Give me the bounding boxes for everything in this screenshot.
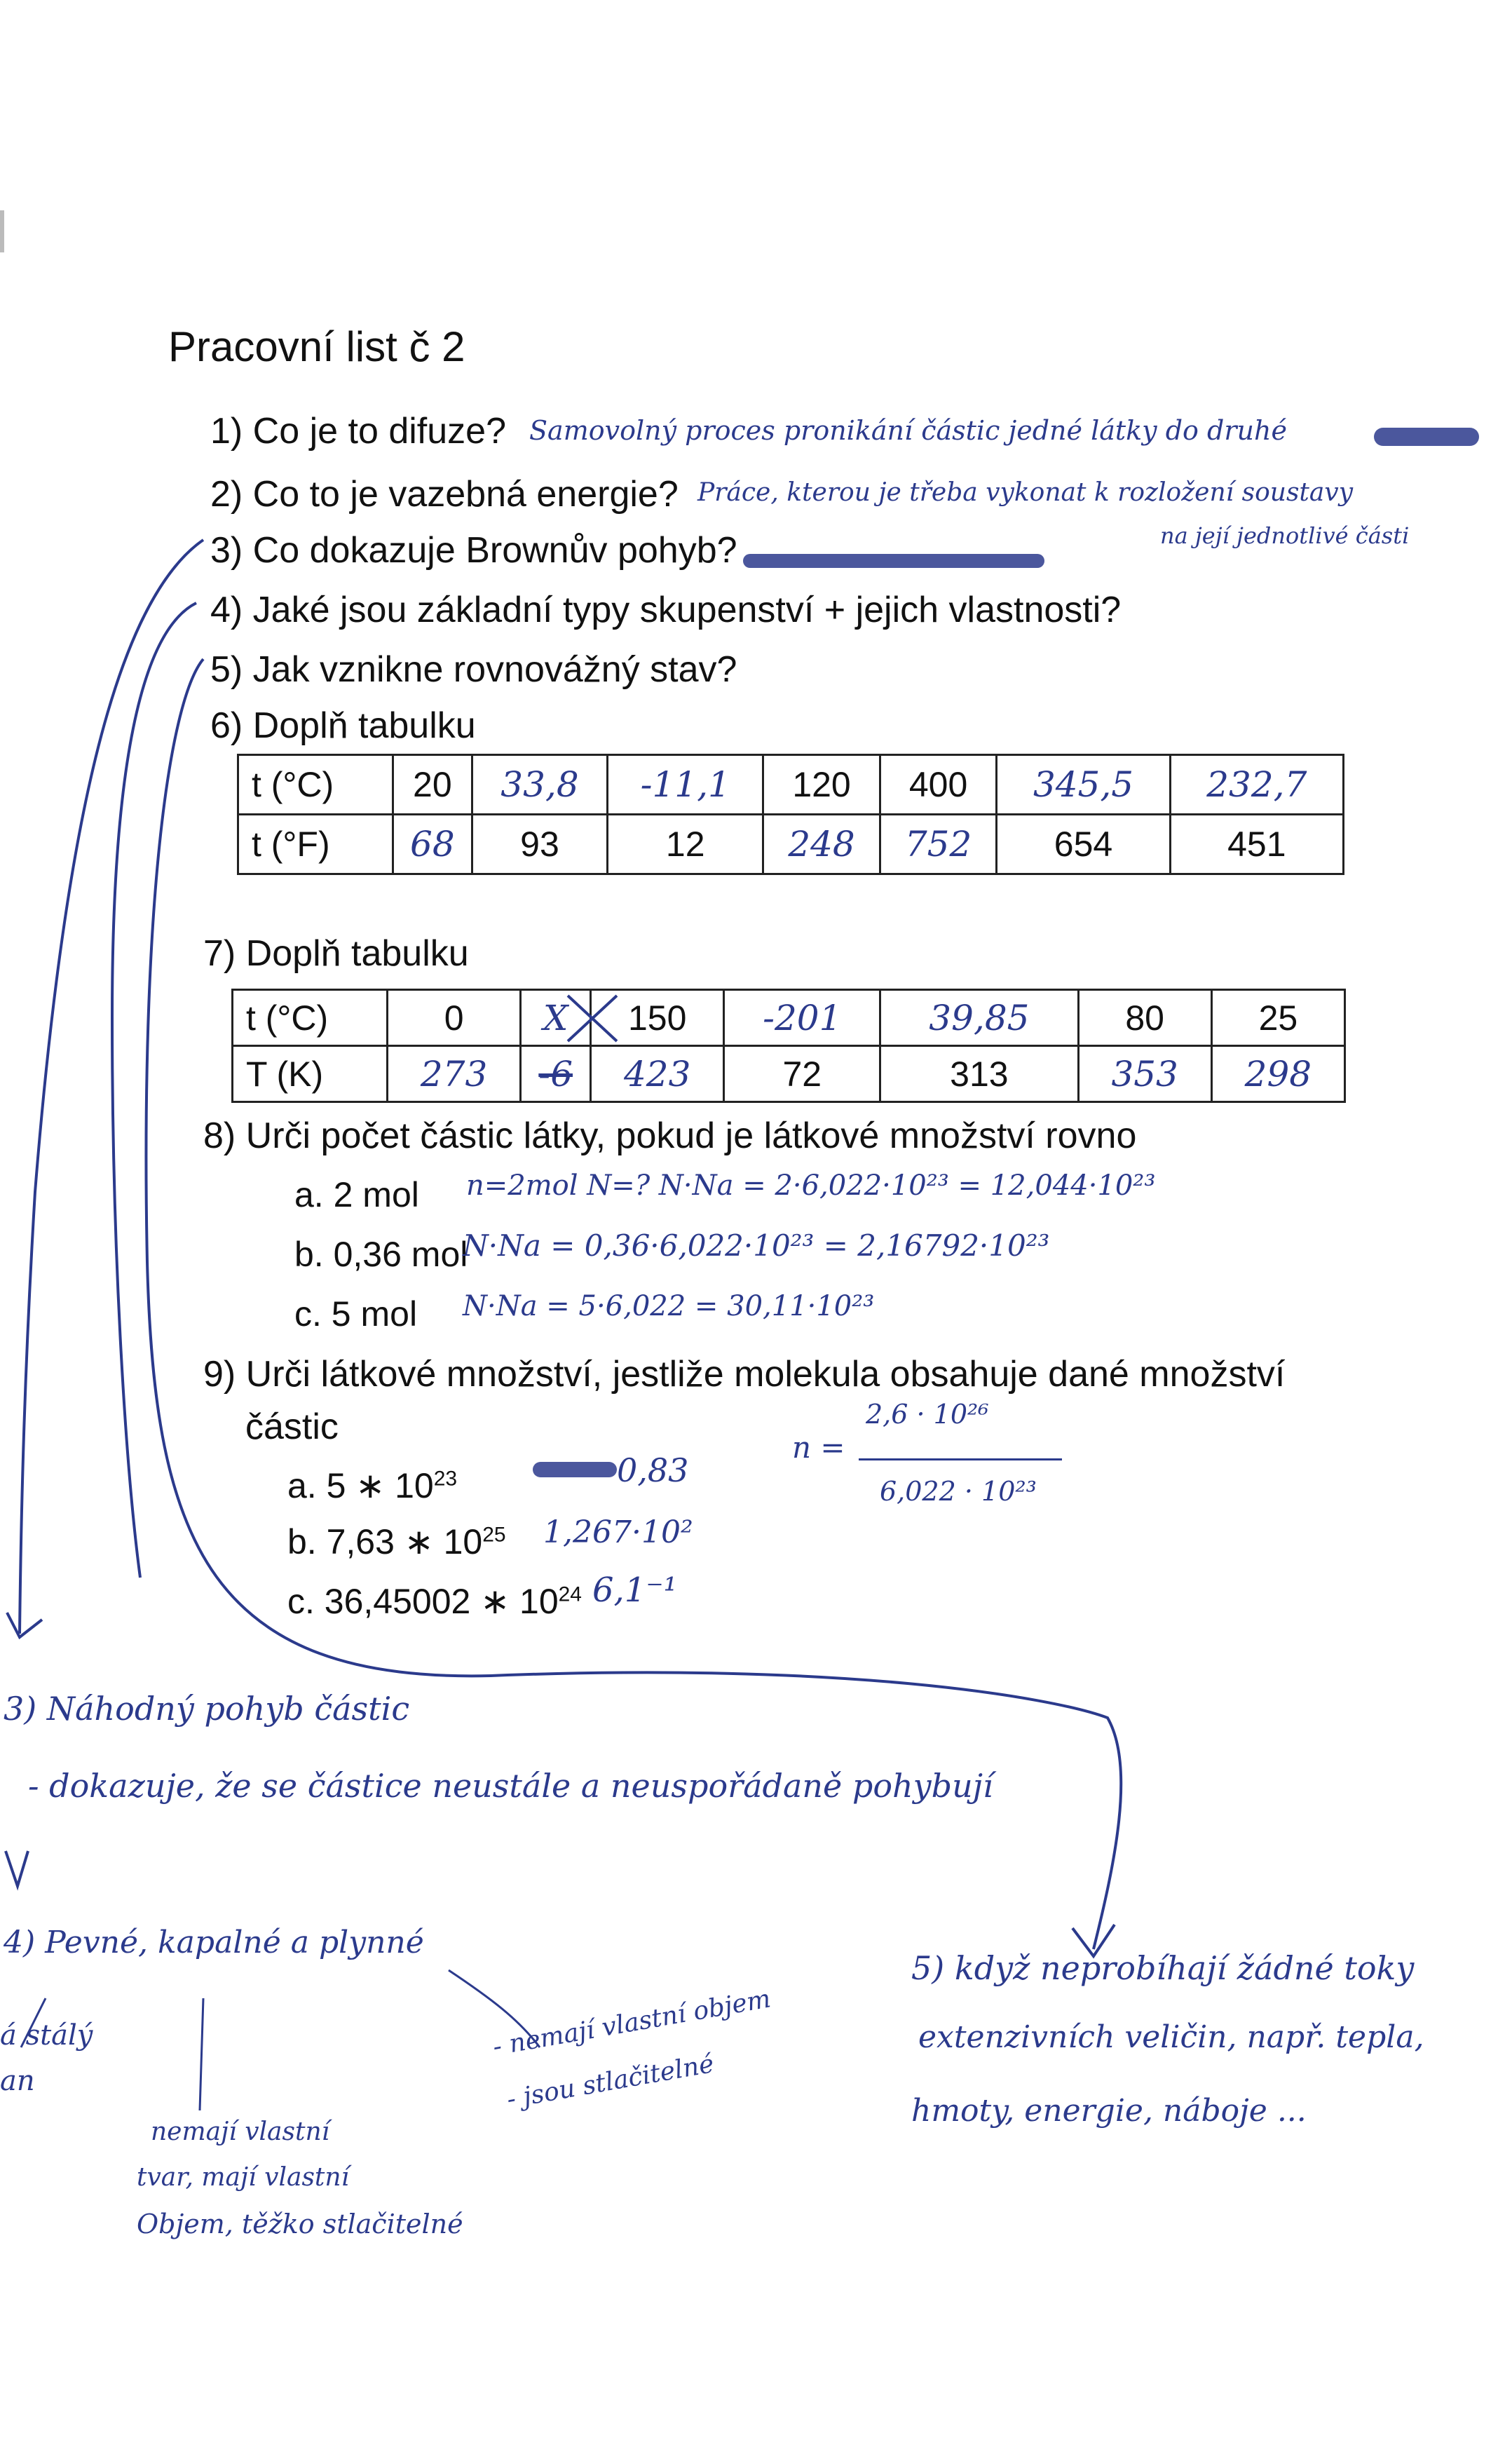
table-cell: -11,1	[608, 755, 763, 815]
question-9: 9) Urči látkové množství, jestliže molekula obsahuje dané množství	[203, 1354, 1286, 1395]
formula-denominator: 6,022 · 10²³	[880, 1476, 1037, 1507]
formula-n: n =	[792, 1430, 845, 1465]
question-8a: a. 2 mol	[294, 1175, 419, 1214]
question-9c-base: c. 36,45002 ∗ 10	[287, 1582, 559, 1621]
arrowhead-q4	[6, 1851, 28, 1886]
question-9c-exponent: 24	[558, 1582, 582, 1606]
answer-9b: 1,267·10²	[543, 1514, 693, 1550]
cross-in-table	[568, 996, 617, 1041]
table-cell: 93	[472, 815, 607, 874]
answer-9c: 6,1⁻¹	[592, 1571, 677, 1610]
table-cell: 232,7	[1170, 755, 1343, 815]
table-cell: 345,5	[997, 755, 1170, 815]
note-4-solid-1: á stálý	[0, 2019, 93, 2052]
table-cell: 353	[1078, 1046, 1211, 1102]
table-cell: 33,8	[472, 755, 607, 815]
table-cell: -201	[724, 990, 880, 1046]
note-5-line3: hmoty, energie, náboje ...	[911, 2093, 1307, 2129]
question-5: 5) Jak vznikne rovnovážný stav?	[210, 649, 737, 690]
question-8: 8) Urči počet částic látky, pokud je látkové množství rovno	[203, 1116, 1137, 1156]
note-5-line2: extenzivních veličin, např. tepla,	[918, 2019, 1424, 2055]
table-cell: 20	[393, 755, 472, 815]
question-9-line2: částic	[245, 1406, 339, 1447]
note-4-solid-2: an	[0, 2065, 35, 2097]
table-cell: 39,85	[880, 990, 1078, 1046]
table-cell: 80	[1078, 990, 1211, 1046]
table-cell: 72	[724, 1046, 880, 1102]
arrow-q4	[112, 603, 196, 1578]
table-cell: 400	[880, 755, 997, 815]
table-cell: X	[521, 990, 591, 1046]
table-cell: 12	[608, 815, 763, 874]
note-5-line1: 5) když neprobíhají žádné toky	[911, 1949, 1415, 1987]
table-cell: t (°F)	[238, 815, 393, 874]
table-cell: 120	[763, 755, 880, 815]
table-cell: 423	[591, 1046, 724, 1102]
question-8b: b. 0,36 mol	[294, 1235, 468, 1274]
table-cell: T (K)	[233, 1046, 388, 1102]
table-cell: 273	[388, 1046, 521, 1102]
table-cell: 248	[763, 815, 880, 874]
page-title: Pracovní list č 2	[168, 323, 465, 370]
note-4-liquid-1: nemají vlastní	[151, 2117, 330, 2146]
table-cell: t (°C)	[238, 755, 393, 815]
note-3-line2: - dokazuje, že se částice neustále a neuspořádaně pohybují	[28, 1767, 993, 1805]
table-cell: t (°C)	[233, 990, 388, 1046]
answer-1: Samovolný proces pronikání částic jedné látky do druhé	[529, 415, 1287, 446]
answer-8a: n=2mol N=? N·Na = 2·6,022·10²³ = 12,044·10²³	[466, 1170, 1156, 1202]
arrowhead-q3	[7, 1613, 42, 1637]
table-cell: 150	[591, 990, 724, 1046]
table-cell: 25	[1211, 990, 1344, 1046]
answer-8b: N·Na = 0,36·6,022·10²³ = 2,16792·10²³	[463, 1228, 1050, 1263]
answer-2: Práce, kterou je třeba vykonat k rozložení soustavy	[697, 478, 1354, 507]
table-cell: 68	[393, 815, 472, 874]
question-4: 4) Jaké jsou základní typy skupenství + jejich vlastnosti?	[210, 590, 1122, 630]
note-4-line1: 4) Pevné, kapalné a plynné	[4, 1925, 424, 1960]
question-9b-base: b. 7,63 ∗ 10	[287, 1522, 483, 1561]
question-6: 6) Doplň tabulku	[210, 705, 476, 746]
question-2: 2) Co to je vazebná energie?	[210, 474, 679, 515]
note-4-gas-1: - nemají vlastní objem	[491, 1984, 773, 2062]
answer-2-line2: na její jednotlivé části	[1160, 522, 1410, 549]
question-9a-exponent: 23	[433, 1467, 458, 1491]
note-4-liquid-3: Objem, těžko stlačitelné	[137, 2209, 463, 2239]
question-9b-exponent: 25	[482, 1523, 506, 1547]
table-cell: 313	[880, 1046, 1078, 1102]
note-3-line1: 3) Náhodný pohyb částic	[4, 1690, 410, 1728]
table-cell: 752	[880, 815, 997, 874]
note-4-liquid-2: tvar, mají vlastní	[137, 2163, 350, 2192]
table-cell: 451	[1170, 815, 1343, 874]
answer-9a: 0,83	[617, 1451, 689, 1489]
formula-numerator: 2,6 · 10²⁶	[866, 1399, 989, 1430]
answer-8c: N·Na = 5·6,022 = 30,11·10²³	[463, 1290, 875, 1322]
question-8c: c. 5 mol	[294, 1294, 418, 1334]
table-cell: 298	[1211, 1046, 1344, 1102]
line-liquid	[200, 1998, 203, 2110]
table-cell: -6	[521, 1046, 591, 1102]
question-9a-base: a. 5 ∗ 10	[287, 1466, 434, 1505]
table-cell: 654	[997, 815, 1170, 874]
question-1: 1) Co je to difuze?	[210, 411, 507, 452]
question-7: 7) Doplň tabulku	[203, 933, 469, 974]
note-4-gas-2: - jsou stlačitelné	[505, 2049, 716, 2115]
question-3: 3) Co dokazuje Brownův pohyb?	[210, 530, 737, 571]
arrow-q5	[146, 659, 1121, 1949]
table-cell: 0	[388, 990, 521, 1046]
